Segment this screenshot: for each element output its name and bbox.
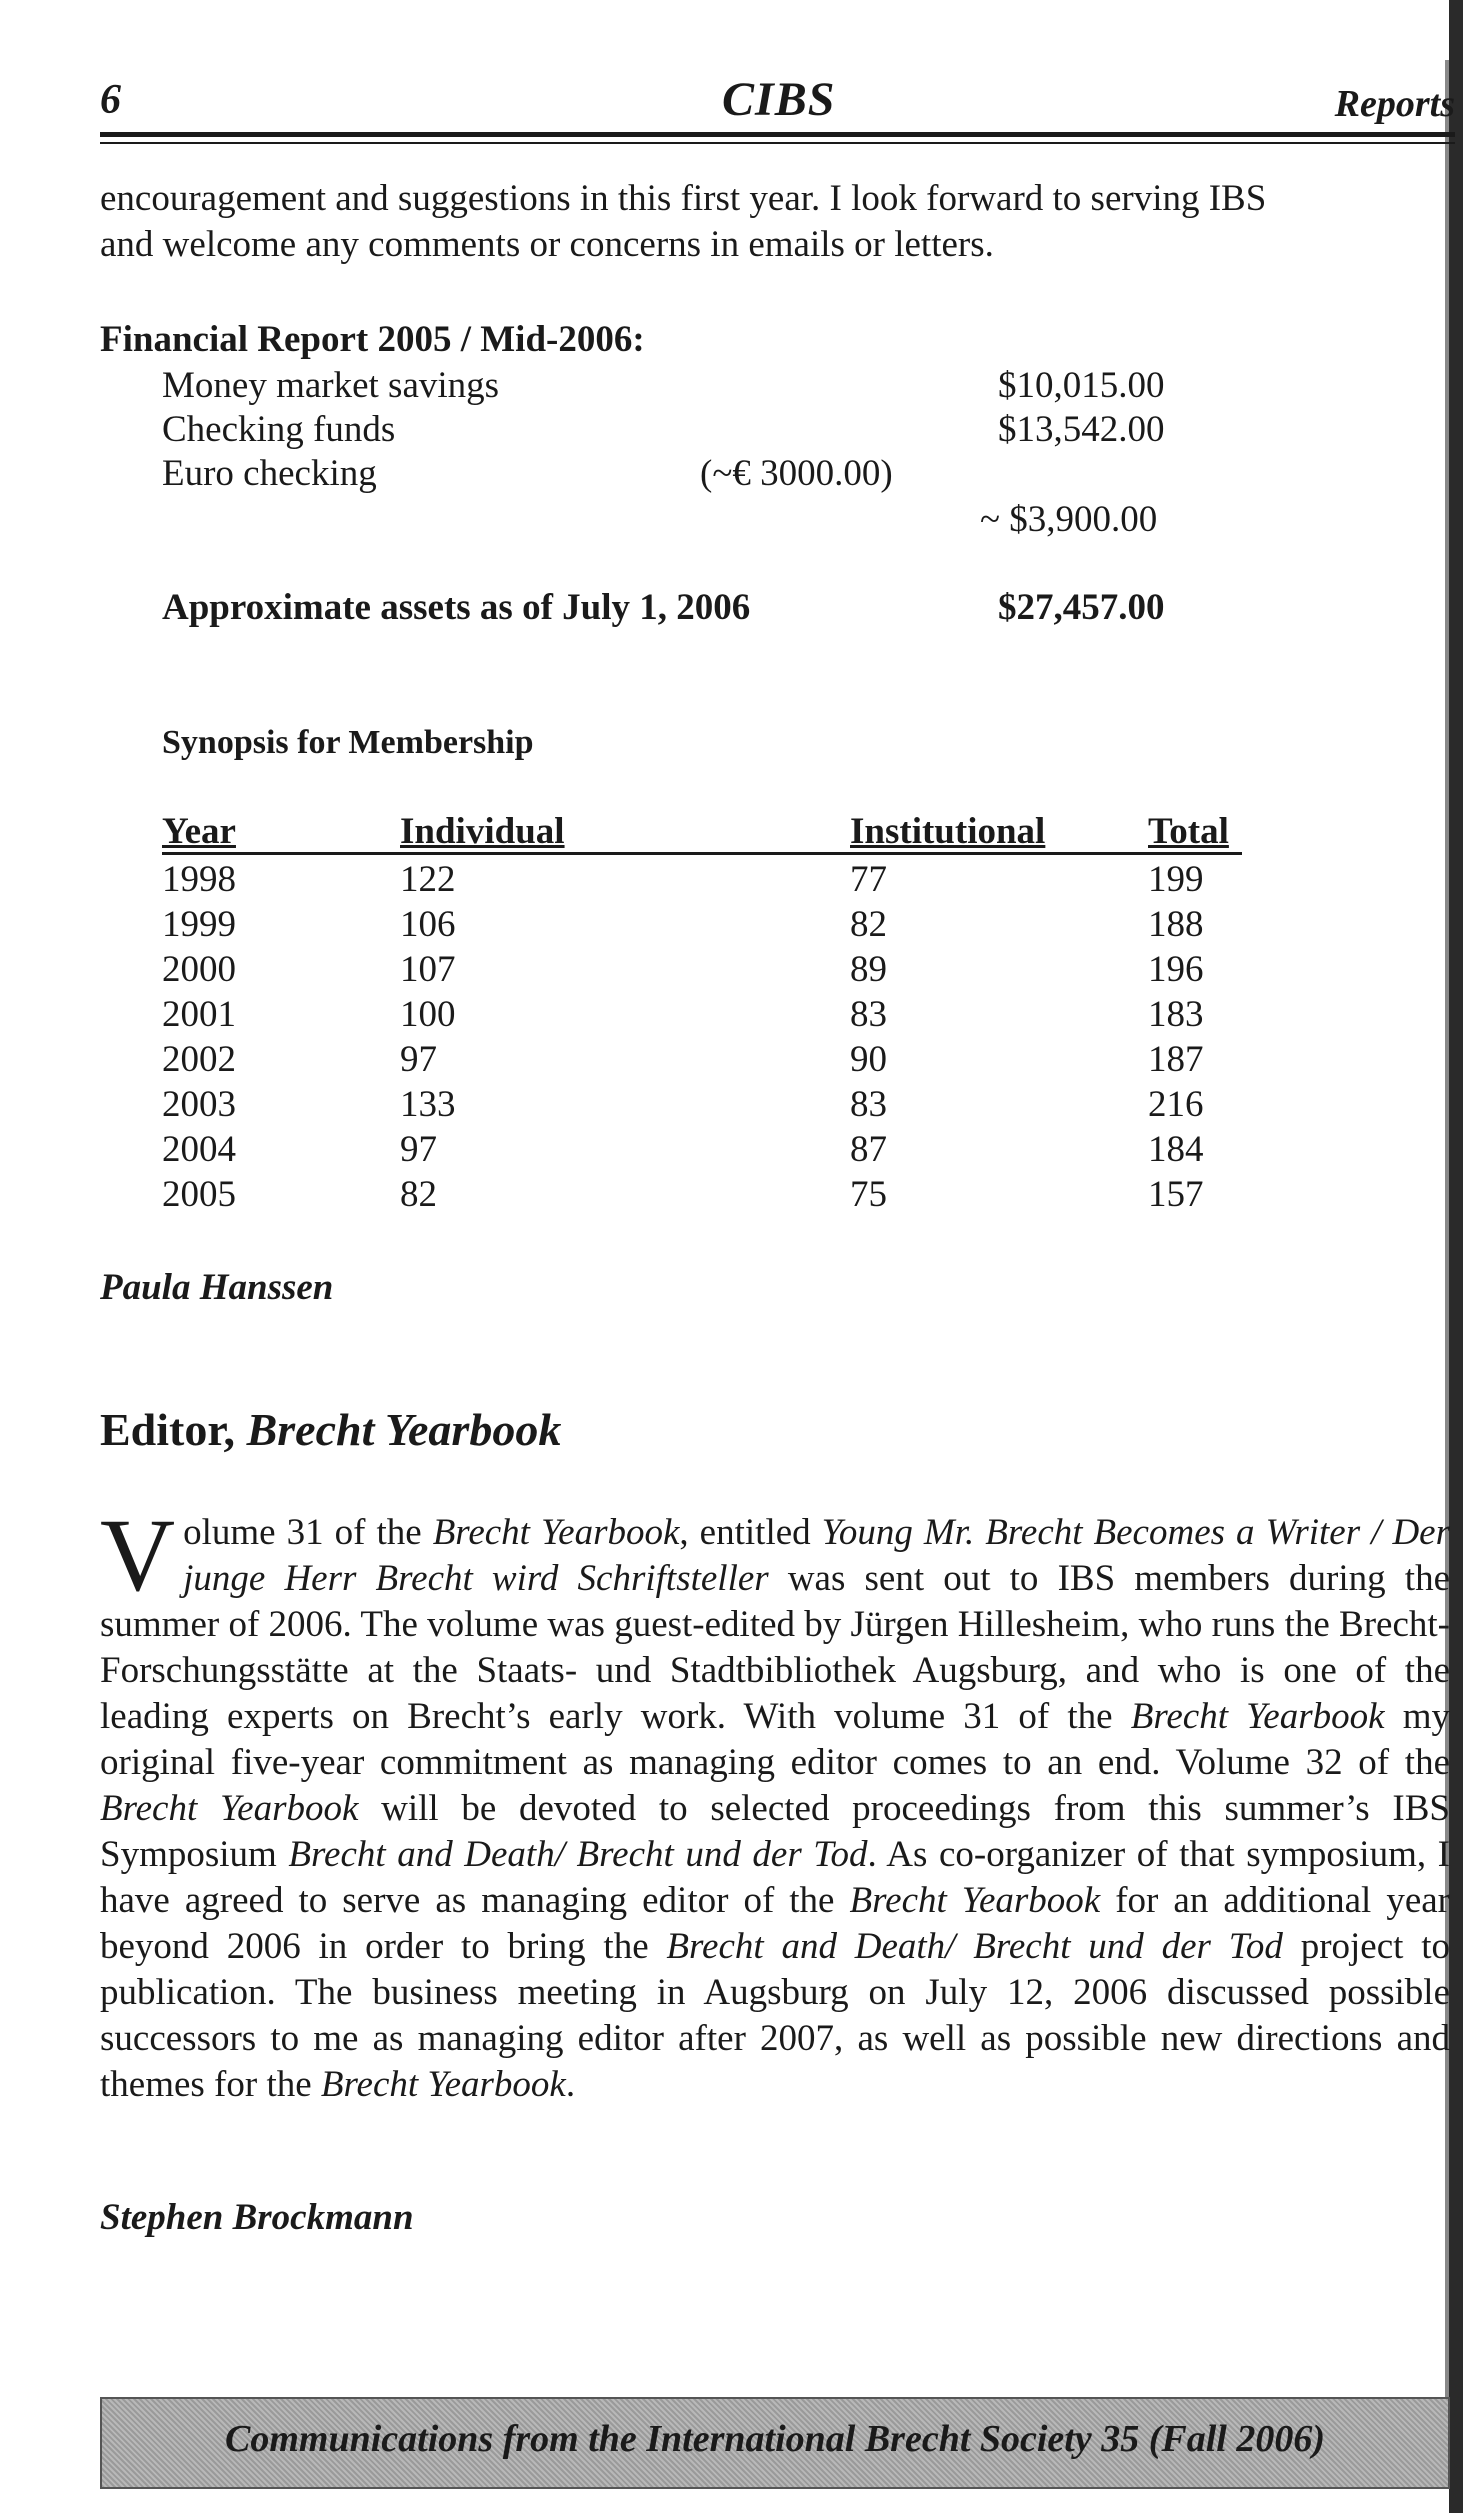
membership-cell: 183 — [1148, 994, 1204, 1035]
header-rule-thick — [100, 132, 1455, 137]
drop-cap: V — [100, 1498, 176, 1613]
editor-title-italic: Brecht Yearbook — [246, 1404, 562, 1455]
membership-cell: 2005 — [162, 1174, 236, 1215]
editor-body-run: for an additional year beyond 2006 in order to bring the — [100, 1880, 1450, 1967]
editor-body-run: will be devoted to selected proceedings from this summer’s IBS Symposium — [100, 1788, 1450, 1875]
editor-body-italic-run: Brecht Yearbook — [1130, 1696, 1385, 1737]
membership-header-institutional: Institutional — [850, 811, 1046, 852]
membership-cell: 2002 — [162, 1039, 236, 1080]
membership-cell: 1999 — [162, 904, 236, 945]
membership-cell: 1998 — [162, 859, 236, 900]
financial-value: ~ $3,900.00 — [980, 499, 1158, 540]
membership-cell: 216 — [1148, 1084, 1204, 1125]
editor-body-run: . As co-organizer of that symposium, I have agreed to serve as managing editor of the — [100, 1834, 1450, 1921]
page-number: 6 — [100, 77, 121, 123]
editor-title-prefix: Editor, — [100, 1404, 247, 1455]
editor-body-run: . — [565, 2064, 576, 2105]
editor-body-italic-run: Brecht and Death/ Brecht und der Tod — [666, 1926, 1283, 1967]
membership-cell: 184 — [1148, 1129, 1204, 1170]
membership-cell: 75 — [850, 1174, 887, 1215]
header-rule-thin — [100, 142, 1455, 144]
editor-body-paragraph — [100, 1498, 1450, 2108]
membership-title: Synopsis for Membership — [162, 724, 534, 761]
membership-cell: 122 — [400, 859, 456, 900]
membership-cell: 82 — [400, 1174, 437, 1215]
membership-header-total: Total — [1148, 811, 1229, 852]
membership-cell: 2003 — [162, 1084, 236, 1125]
editor-body-run: project to publication. The business meeting in Augsburg on July 12, 2006 discussed possible successors to me as managing editor after 2007, as well as possible new directions and themes for the — [100, 1926, 1450, 2105]
section-name: Reports — [1334, 83, 1455, 125]
running-header — [100, 70, 1455, 130]
membership-cell: 77 — [850, 859, 887, 900]
editor-body-run: olume 31 of the — [183, 1512, 433, 1553]
membership-cell: 157 — [1148, 1174, 1204, 1215]
membership-cell: 82 — [850, 904, 887, 945]
assets-value: $27,457.00 — [998, 587, 1165, 628]
membership-cell: 199 — [1148, 859, 1204, 900]
financial-label: Checking funds — [162, 409, 396, 450]
financial-note: (~€ 3000.00) — [700, 453, 893, 494]
footer-text: Communications from the International Brecht Society 35 (Fall 2006) — [225, 2418, 1325, 2460]
membership-cell: 83 — [850, 994, 887, 1035]
intro-line: and welcome any comments or concerns in emails or letters. — [100, 224, 994, 265]
membership-cell: 188 — [1148, 904, 1204, 945]
journal-name: CIBS — [722, 73, 836, 126]
editor-body-italic-run: Brecht Yearbook — [432, 1512, 680, 1553]
page-edge-bleed — [1449, 0, 1463, 2513]
editor-body-italic-run: Brecht and Death/ Brecht und der Tod — [288, 1834, 868, 1875]
membership-cell: 2001 — [162, 994, 236, 1035]
editor-body-italic-run: Young Mr. Brecht Becomes a Writer / Der junge Herr Brecht wird Schriftsteller — [183, 1512, 1450, 1599]
financial-report-title: Financial Report 2005 / Mid-2006: — [100, 319, 645, 360]
editor-section-title — [100, 1403, 561, 1456]
financial-label: Euro checking — [162, 453, 377, 494]
membership-cell: 2000 — [162, 949, 236, 990]
membership-cell: 97 — [400, 1129, 437, 1170]
footer-banner — [100, 2397, 1450, 2489]
membership-header-individual: Individual — [400, 811, 565, 852]
editor-body-italic-run: Brecht Yearbook — [849, 1880, 1101, 1921]
financial-value: $13,542.00 — [998, 409, 1165, 450]
financial-value: $10,015.00 — [998, 365, 1165, 406]
membership-cell: 196 — [1148, 949, 1204, 990]
membership-cell: 2004 — [162, 1129, 236, 1170]
editor-body-run: , entitled — [679, 1512, 822, 1553]
membership-cell: 107 — [400, 949, 456, 990]
membership-cell: 87 — [850, 1129, 887, 1170]
editor-body-italic-run: Brecht Yearbook — [100, 1788, 359, 1829]
membership-cell: 106 — [400, 904, 456, 945]
membership-cell: 89 — [850, 949, 887, 990]
editor-body-italic-run: Brecht Yearbook — [320, 2064, 566, 2105]
financial-label: Money market savings — [162, 365, 500, 406]
membership-cell: 83 — [850, 1084, 887, 1125]
membership-header-rule — [162, 852, 1242, 855]
signature-stephen-brockmann: Stephen Brockmann — [100, 2197, 414, 2238]
editor-body-run: was sent out to IBS members during the summer of 2006. The volume was guest-edited by Jürgen Hillesheim, who runs the Brecht-Forschungsstätte at the Staats- und Stadtbibliothek Augsburg, and who is one of the leading experts on Brecht’s early work. With volume 31 of the — [100, 1558, 1450, 1737]
membership-cell: 100 — [400, 994, 456, 1035]
intro-paragraph — [100, 176, 1450, 268]
membership-cell: 133 — [400, 1084, 456, 1125]
membership-cell: 97 — [400, 1039, 437, 1080]
membership-cell: 90 — [850, 1039, 887, 1080]
membership-header-year: Year — [162, 811, 236, 852]
signature-paula-hanssen: Paula Hanssen — [100, 1267, 334, 1308]
intro-line: encouragement and suggestions in this first year. I look forward to serving IBS — [100, 178, 1267, 219]
editor-body-run: my original five-year commitment as managing editor comes to an end. Volume 32 of the — [100, 1696, 1450, 1783]
assets-label: Approximate assets as of July 1, 2006 — [162, 587, 751, 628]
membership-cell: 187 — [1148, 1039, 1204, 1080]
